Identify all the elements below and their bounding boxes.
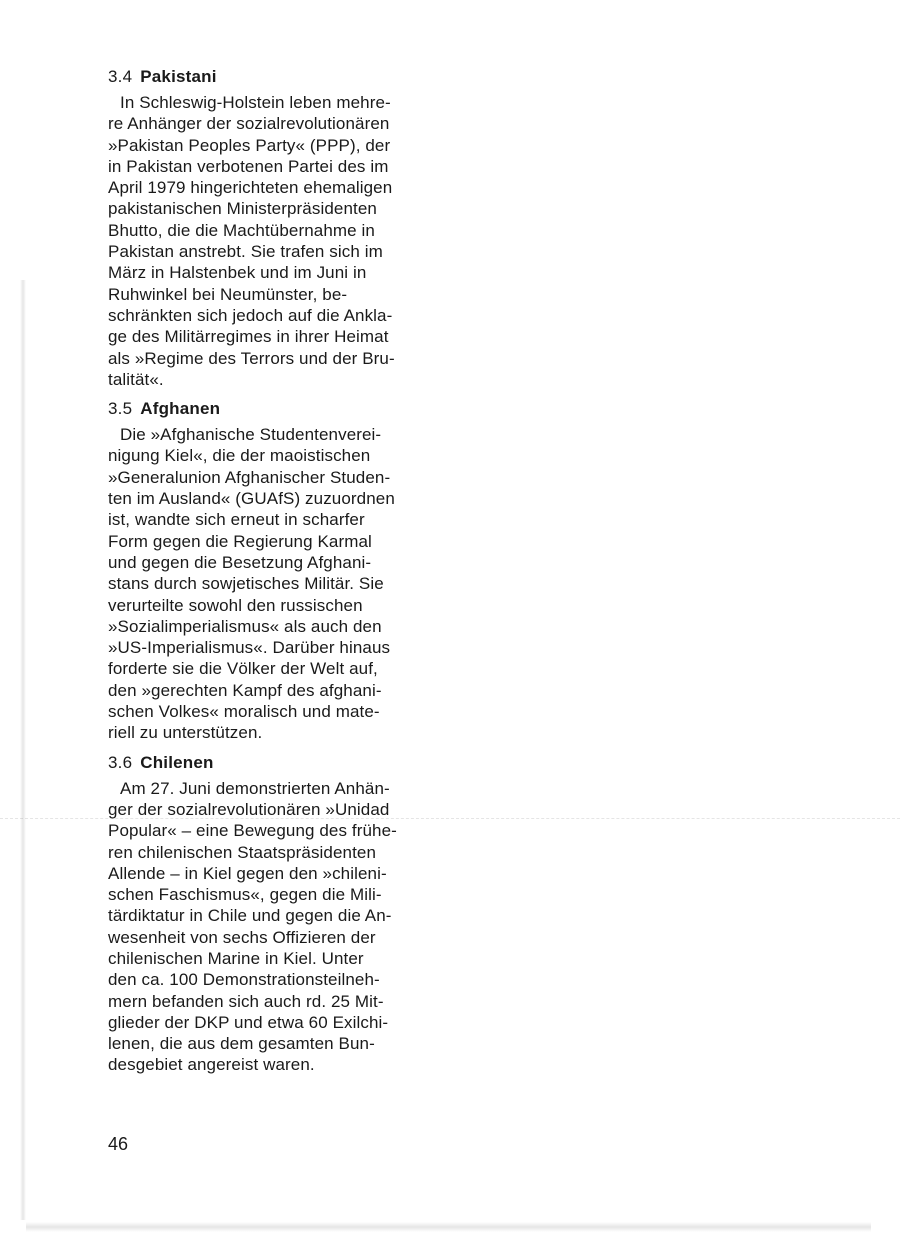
page-edge-shadow [20, 280, 26, 1220]
section-paragraph: In Schleswig-Holstein leben mehre- re Anhänger der sozialrevolutionären »Pakistan Peoples Party« (PPP), der in Pakistan verbotenen Partei des im April 1979 hingerichteten ehemaligen pakistanischen Ministerpräsidenten Bhutto, die die Machtübernahme in Pakistan anstrebt. Sie trafen sich im März in Halstenbek und im Juni in Ruhwinkel bei Neumünster, be- schränkten sich jedoch auf die Ankla- ge des Militärregimes in ihrer Heimat als »Regime des Terrors und der Bru- talität«. [108, 93, 395, 389]
section-title: Afghanen [140, 399, 221, 419]
text-column [108, 66, 434, 1084]
section-chilenen [108, 752, 434, 1076]
page-number: 46 [108, 1134, 129, 1154]
section-number: 3.5 [108, 399, 133, 419]
section-number: 3.6 [108, 752, 133, 772]
section-heading [108, 66, 434, 88]
page-bottom-shadow [26, 1222, 871, 1232]
section-title: Chilenen [140, 752, 214, 772]
section-paragraph: Die »Afghanische Studentenverei- nigung Kiel«, die der maoistischen »Generalunion Afghanischer Studen- ten im Ausland« (GUAfS) zuzuordnen ist, wandte sich erneut in scharfer Form gegen die Regierung Karmal und gegen die Besetzung Afghani- stans durch sowjetisches Militär. Sie verurteilte sowohl den russischen »Sozialimperialismus« als auch den »US-Imperialismus«. Darüber hinaus forderte sie die Völker der Welt auf, den »gerechten Kampf des afghani- schen Volkes« moralisch und mate- riell zu unterstützen. [108, 425, 395, 743]
section-number: 3.4 [108, 67, 133, 86]
section-pakistani [108, 66, 434, 390]
section-paragraph: Am 27. Juni demonstrierten Anhän- ger der sozialrevolutionären »Unidad Popular« – eine Bewegung des frühe- ren chilenischen Staatspräsidenten Allende – in Kiel gegen den »chileni- schen Faschismus«, gegen die Mili- tärdiktatur in Chile und gegen die An- wesenheit von sechs Offizieren der chilenischen Marine in Kiel. Unter den ca. 100 Demonstrationsteilneh- mern befanden sich auch rd. 25 Mit- glieder der DKP und etwa 60 Exilchi- lenen, die aus dem gesamten Bun- desgebiet angereist waren. [108, 778, 397, 1075]
section-afghanen [108, 398, 434, 743]
section-heading [108, 752, 434, 774]
section-heading [108, 398, 434, 420]
section-title: Pakistani [140, 67, 217, 86]
